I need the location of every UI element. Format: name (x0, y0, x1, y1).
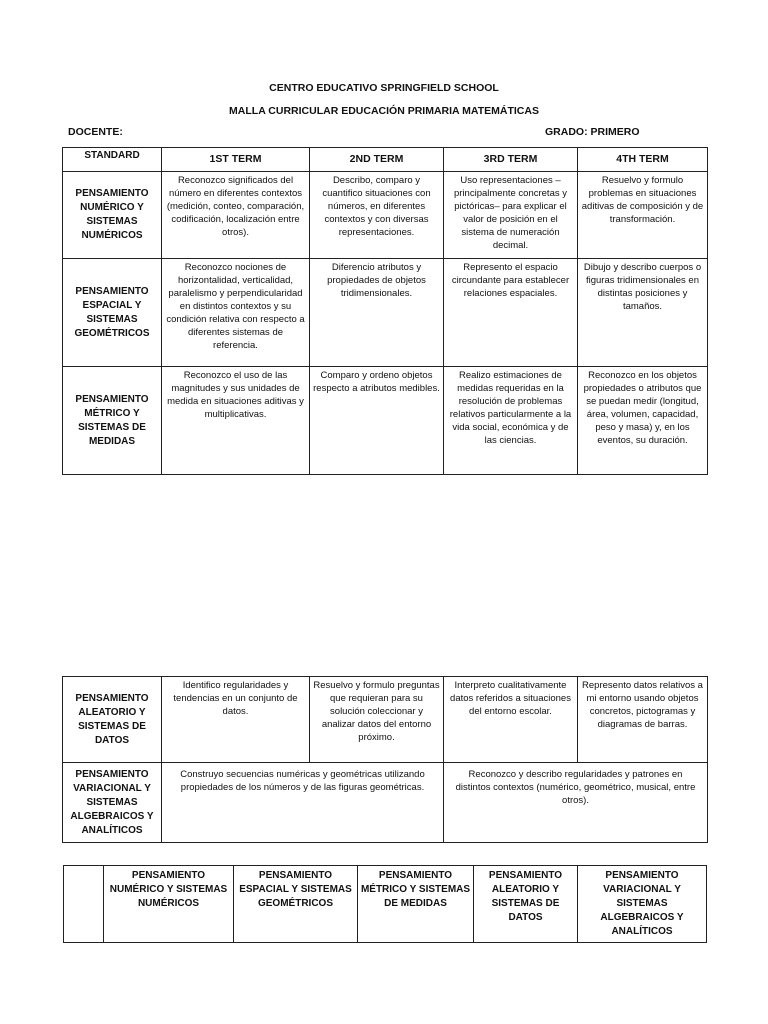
docente-label: DOCENTE: (68, 126, 123, 138)
table-cell: Reconozco en los objetos propiedades o atributos que se puedan medir (longitud, área, volumen, capacidad, peso y masa) y, en los eventos, su duración. (578, 367, 708, 475)
header-term-1: 1ST TERM (162, 148, 310, 172)
table-header-row (63, 148, 708, 172)
table-row (63, 367, 708, 475)
header-standard: STANDARD (63, 148, 162, 172)
header-term-3: 3RD TERM (444, 148, 578, 172)
table-cell: Reconozco el uso de las magnitudes y sus unidades de medida en situaciones aditivas y multiplicativas. (162, 367, 310, 475)
table-cell: Interpreto cualitativamente datos referidos a situaciones del entorno escolar. (444, 677, 578, 763)
summary-metrico: PENSAMIENTO MÉTRICO Y SISTEMAS DE MEDIDAS (358, 866, 474, 943)
summary-aleatorio: PENSAMIENTO ALEATORIO Y SISTEMAS DE DATOS (474, 866, 578, 943)
standard-aleatorio: PENSAMIENTO ALEATORIO Y SISTEMAS DE DATOS (63, 677, 162, 763)
curriculum-table-main (62, 147, 708, 475)
standard-numerico: PENSAMIENTO NUMÉRICO Y SISTEMAS NUMÉRICOS (63, 172, 162, 259)
header-term-4: 4TH TERM (578, 148, 708, 172)
table-row (64, 866, 707, 943)
grado-label: GRADO: PRIMERO (545, 126, 640, 138)
document-title: MALLA CURRICULAR EDUCACIÓN PRIMARIA MATEMÁTICAS (229, 105, 539, 117)
table-cell-empty (64, 866, 104, 943)
summary-variacional: PENSAMIENTO VARIACIONAL Y SISTEMAS ALGEBRAICOS Y ANALÍTICOS (578, 866, 707, 943)
table-cell: Identifico regularidades y tendencias en un conjunto de datos. (162, 677, 310, 763)
table-cell: Diferencio atributos y propiedades de objetos tridimensionales. (310, 259, 444, 367)
curriculum-table-continued (62, 676, 708, 843)
table-row (63, 763, 708, 843)
table-row (63, 677, 708, 763)
table-cell: Realizo estimaciones de medidas requeridas en la resolución de problemas relativos particularmente a la vida social, económica y de las ciencias. (444, 367, 578, 475)
table-cell: Dibujo y describo cuerpos o figuras tridimensionales en distintas posiciones y tamaños. (578, 259, 708, 367)
table-cell: Resuelvo y formulo problemas en situaciones aditivas de composición y de transformación. (578, 172, 708, 259)
school-name: CENTRO EDUCATIVO SPRINGFIELD SCHOOL (269, 82, 499, 94)
header-term-2: 2ND TERM (310, 148, 444, 172)
table-cell: Comparo y ordeno objetos respecto a atributos medibles. (310, 367, 444, 475)
summary-espacial: PENSAMIENTO ESPACIAL Y SISTEMAS GEOMÉTRICOS (234, 866, 358, 943)
table-cell-merged-right: Reconozco y describo regularidades y patrones en distintos contextos (numérico, geométrico, musical, entre otros). (444, 763, 708, 843)
standard-variacional: PENSAMIENTO VARIACIONAL Y SISTEMAS ALGEBRAICOS Y ANALÍTICOS (63, 763, 162, 843)
summary-numerico: PENSAMIENTO NUMÉRICO Y SISTEMAS NUMÉRICOS (104, 866, 234, 943)
table-cell-merged-left: Construyo secuencias numéricas y geométricas utilizando propiedades de los números y de las figuras geométricas. (162, 763, 444, 843)
table-row (63, 172, 708, 259)
table-cell: Reconozco nociones de horizontalidad, verticalidad, paralelismo y perpendicularidad en distintos contextos y su condición relativa con respecto a diferentes sistemas de referencia. (162, 259, 310, 367)
pensamiento-summary-table (63, 865, 707, 943)
table-cell: Reconozco significados del número en diferentes contextos (medición, conteo, comparación, codificación, localización entre otros). (162, 172, 310, 259)
standard-metrico: PENSAMIENTO MÉTRICO Y SISTEMAS DE MEDIDAS (63, 367, 162, 475)
table-cell: Resuelvo y formulo preguntas que requieran para su solución coleccionar y analizar datos del entorno próximo. (310, 677, 444, 763)
standard-espacial: PENSAMIENTO ESPACIAL Y SISTEMAS GEOMÉTRICOS (63, 259, 162, 367)
table-cell: Represento datos relativos a mi entorno usando objetos concretos, pictogramas y diagramas de barras. (578, 677, 708, 763)
table-cell: Represento el espacio circundante para establecer relaciones espaciales. (444, 259, 578, 367)
table-cell: Uso representaciones – principalmente concretas y pictóricas– para explicar el valor de posición en el sistema de numeración decimal. (444, 172, 578, 259)
table-row (63, 259, 708, 367)
table-cell: Describo, comparo y cuantifico situaciones con números, en diferentes contextos y con diversas representaciones. (310, 172, 444, 259)
